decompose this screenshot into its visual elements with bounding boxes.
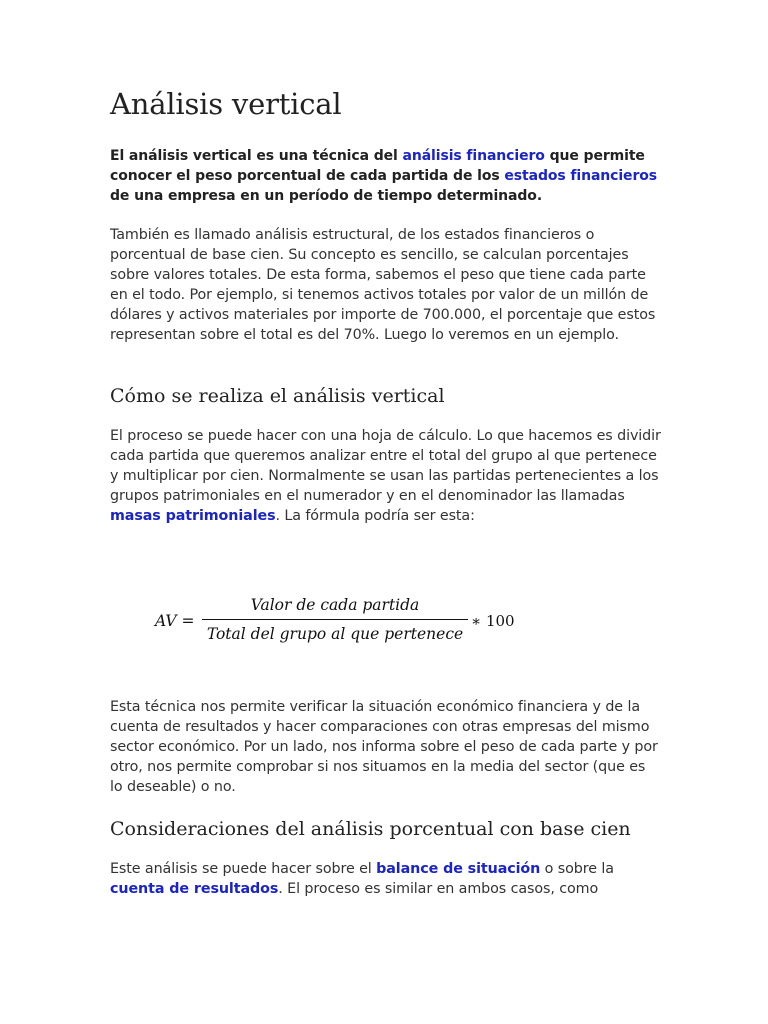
intro-text-2: que permite conocer el peso porcentual de cada partida de los bbox=[110, 148, 645, 184]
intro-text-1: El análisis vertical es una técnica del bbox=[110, 148, 403, 164]
paragraph-consideraciones bbox=[110, 859, 662, 899]
link-analisis-financiero[interactable]: análisis financiero bbox=[402, 148, 545, 164]
formula-fraction bbox=[202, 592, 468, 647]
link-balance-de-situacion[interactable]: balance de situación bbox=[376, 861, 541, 877]
proceso-text-1: El proceso se puede hacer con una hoja de cálculo. Lo que hacemos es dividir cada partida que queremos analizar entre el total del grupo al que pertenece y multiplicar por cien. Normalmente se usan las partidas pertenecientes a los grupos patrimoniales en el numerador y en el denominador las llamadas bbox=[110, 428, 661, 504]
section-heading-consideraciones: Consideraciones del análisis porcentual con base cien bbox=[110, 818, 631, 840]
page-title: Análisis vertical bbox=[110, 87, 342, 121]
consideraciones-text-2: o sobre la bbox=[540, 861, 614, 877]
paragraph-estructural: También es llamado análisis estructural, de los estados financieros o porcentual de base cien. Su concepto es sencillo, se calculan porcentajes sobre valores totales. De esta forma, sabemos el peso que tiene cada parte en el todo. Por ejemplo, si tenemos activos totales por valor de un millón de dólares y activos materiales por importe de 700.000, el porcentaje que estos representan sobre el total es del 70%. Luego lo veremos en un ejemplo. bbox=[110, 227, 656, 343]
formula-numerator: Valor de cada partida bbox=[250, 596, 420, 614]
consideraciones-text-3: . El proceso es similar en ambos casos, como bbox=[278, 881, 599, 897]
consideraciones-text-1: Este análisis se puede hacer sobre el bbox=[110, 861, 377, 877]
section-heading-como-se-realiza: Cómo se realiza el análisis vertical bbox=[110, 385, 445, 407]
paragraph-proceso bbox=[110, 426, 662, 526]
formula-multiplier: ∗ 100 bbox=[471, 612, 515, 630]
intro-paragraph bbox=[110, 146, 662, 206]
intro-text-3: de una empresa en un período de tiempo determinado. bbox=[110, 188, 543, 204]
link-masas-patrimoniales[interactable]: masas patrimoniales bbox=[110, 508, 276, 524]
formula-denominator: Total del grupo al que pertenece bbox=[206, 625, 464, 643]
fraction-bar bbox=[202, 619, 468, 620]
proceso-text-2: . La fórmula podría ser esta: bbox=[275, 508, 475, 524]
formula-av bbox=[155, 592, 525, 648]
paragraph-tecnica: Esta técnica nos permite verificar la situación económico financiera y de la cuenta de resultados y hacer comparaciones con otras empresas del mismo sector económico. Por un lado, nos informa sobre el peso de cada parte y por otro, nos permite comprobar si nos situamos en la media del sector (que es lo deseable) o no. bbox=[110, 699, 658, 795]
link-cuenta-de-resultados[interactable]: cuenta de resultados bbox=[110, 881, 279, 897]
formula-lhs: AV = bbox=[155, 612, 195, 630]
link-estados-financieros[interactable]: estados financieros bbox=[504, 168, 658, 184]
